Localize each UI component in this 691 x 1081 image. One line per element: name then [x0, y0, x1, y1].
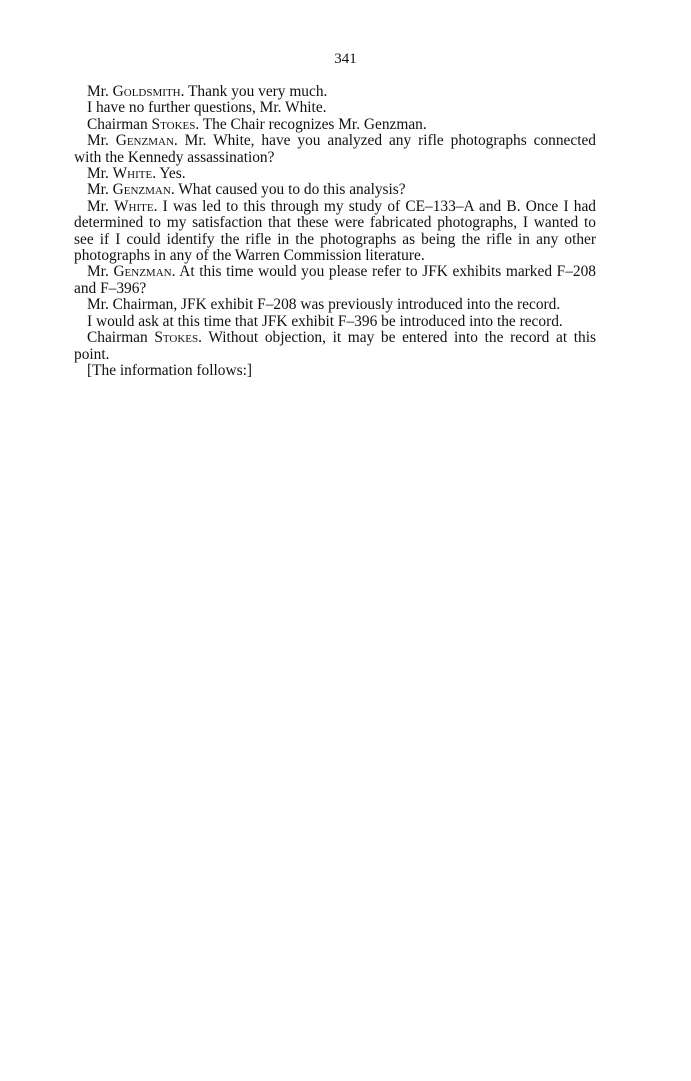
paragraph-text: . What caused you to do this analysis? — [170, 181, 406, 199]
paragraph-text: . The Chair recognizes Mr. Genzman. — [195, 115, 427, 133]
paragraph — [74, 117, 596, 133]
paragraph — [74, 166, 596, 182]
paragraph — [74, 84, 596, 100]
speaker-title: Mr. — [87, 181, 113, 199]
speaker-name: Goldsmith — [112, 83, 181, 100]
paragraph — [74, 182, 596, 198]
paragraph-text: Mr. Chairman, JFK exhibit F–208 was previously introduced into the record. — [87, 296, 561, 314]
speaker-title: Mr. — [87, 263, 114, 281]
speaker-name: Genzman — [113, 263, 172, 281]
transcript-body — [74, 84, 596, 379]
paragraph-text: . Thank you very much. — [180, 83, 328, 100]
paragraph-text: . At this time would you please refer to JFK exhibits marked F–208 and F–396? — [74, 263, 596, 297]
speaker-title: Mr. — [87, 197, 115, 215]
paragraph-text: . Without objection, it may be entered into the record at this point. — [74, 329, 596, 363]
paragraph-text: [The information follows:] — [87, 361, 252, 379]
speaker-title: Chairman — [87, 329, 155, 347]
paragraph — [74, 264, 596, 297]
paragraph-text: I have no further questions, Mr. White. — [87, 99, 327, 117]
paragraph-text: . Yes. — [152, 165, 186, 183]
speaker-name: Genzman — [115, 132, 174, 150]
speaker-title: Mr. — [87, 132, 116, 150]
speaker-name: Genzman — [112, 181, 171, 199]
speaker-name: Stokes — [151, 115, 196, 133]
speaker-title: Chairman — [87, 115, 152, 133]
paragraph — [74, 297, 596, 313]
speaker-name: White — [112, 165, 153, 183]
speaker-name: White — [114, 197, 154, 215]
paragraph — [74, 314, 596, 330]
speaker-title: Mr. — [87, 165, 113, 183]
paragraph — [74, 133, 596, 166]
speaker-name: Stokes — [154, 329, 199, 347]
paragraph-text: . Mr. White, have you analyzed any rifle photographs connected with the Kennedy assassination? — [74, 132, 596, 166]
paragraph-text: I would ask at this time that JFK exhibit F–396 be introduced into the record. — [87, 312, 563, 330]
speaker-title: Mr. — [87, 83, 113, 100]
paragraph-text: . I was led to this through my study of CE–133–A and B. Once I had determined to my satisfaction that these were fabricated photographs, I wanted to see if I could identify the rifle in the photographs as being the rifle in any other photographs in any of the Warren Commission literature. — [74, 197, 596, 265]
paragraph — [74, 199, 596, 265]
page-number: 341 — [334, 51, 357, 67]
paragraph — [74, 330, 596, 363]
paragraph — [74, 363, 596, 379]
paragraph — [74, 100, 596, 116]
